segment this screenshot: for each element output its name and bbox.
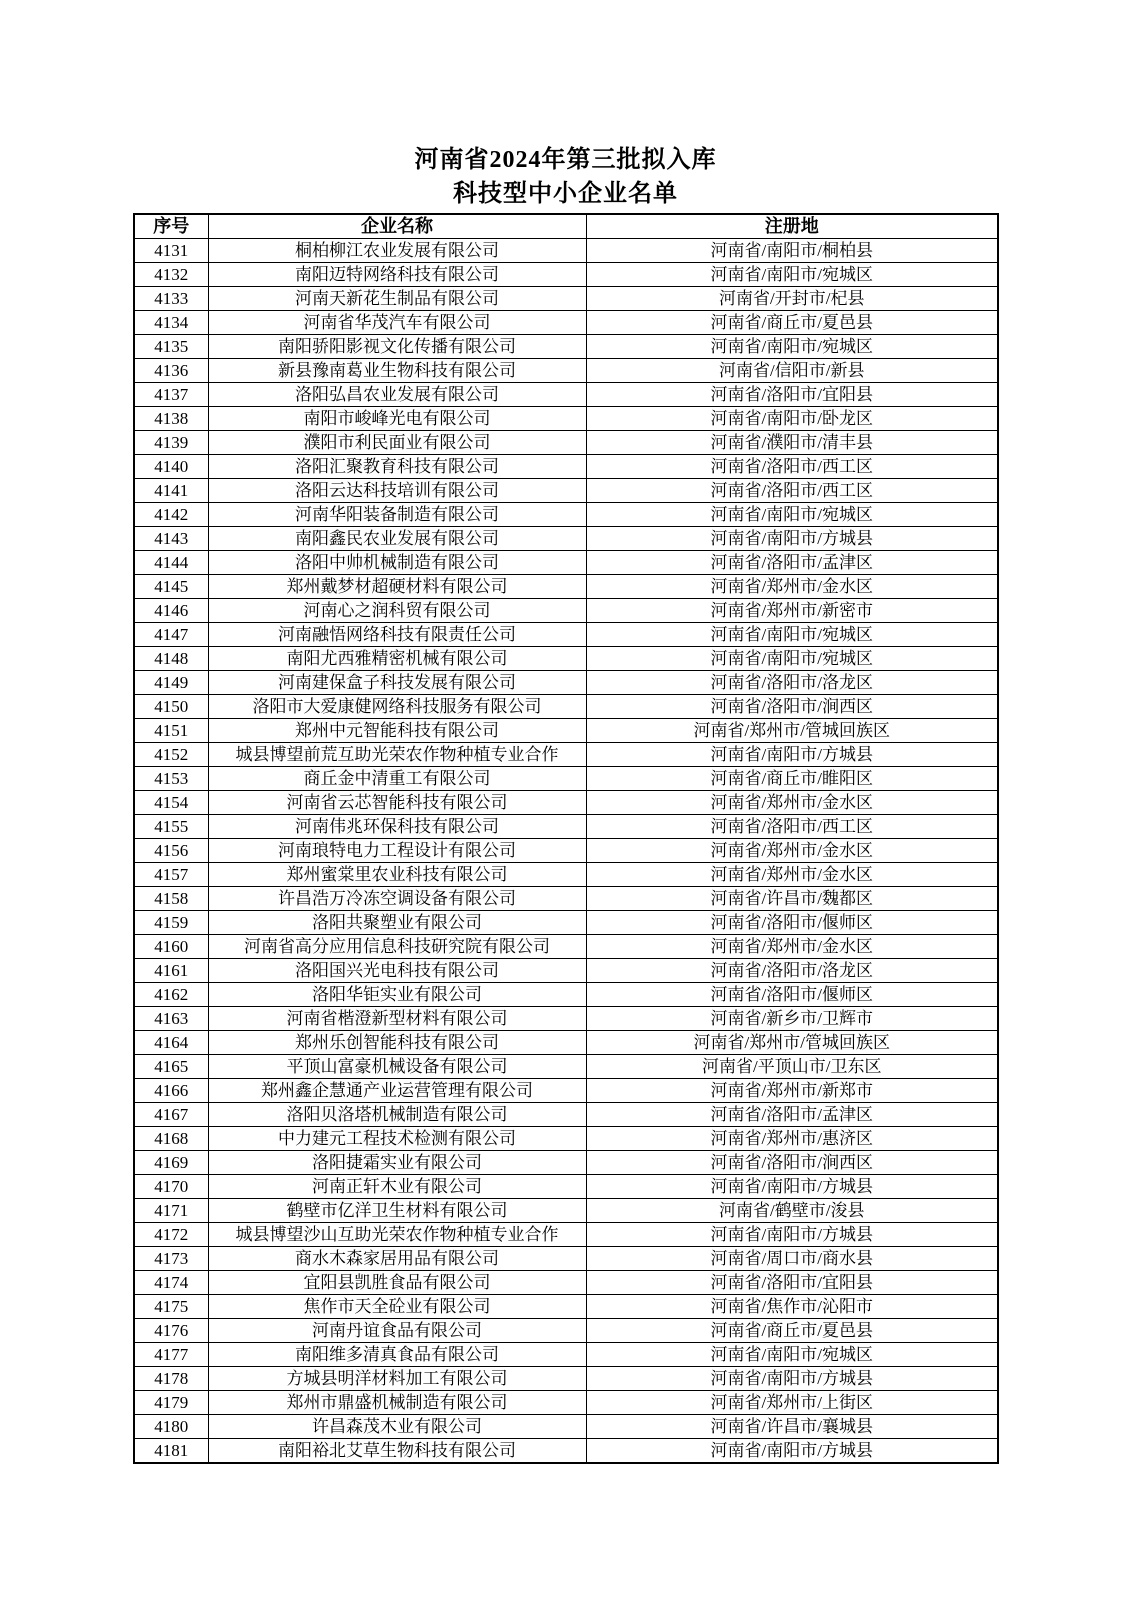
row-region: 河南省/南阳市/方城县 bbox=[586, 1439, 998, 1464]
row-company-name: 洛阳市大爱康健网络科技服务有限公司 bbox=[208, 695, 586, 719]
row-no: 4157 bbox=[134, 863, 208, 887]
row-company-name: 洛阳国兴光电科技有限公司 bbox=[208, 959, 586, 983]
table-row bbox=[134, 1031, 998, 1055]
row-no: 4171 bbox=[134, 1199, 208, 1223]
row-no: 4150 bbox=[134, 695, 208, 719]
row-no: 4138 bbox=[134, 407, 208, 431]
row-no: 4158 bbox=[134, 887, 208, 911]
row-region: 河南省/洛阳市/洛龙区 bbox=[586, 959, 998, 983]
header-region: 注册地 bbox=[586, 214, 998, 239]
row-no: 4137 bbox=[134, 383, 208, 407]
table-row bbox=[134, 311, 998, 335]
table-row bbox=[134, 743, 998, 767]
table-row bbox=[134, 479, 998, 503]
table-row bbox=[134, 839, 998, 863]
row-company-name: 南阳维多清真食品有限公司 bbox=[208, 1343, 586, 1367]
row-no: 4172 bbox=[134, 1223, 208, 1247]
row-company-name: 焦作市天全砼业有限公司 bbox=[208, 1295, 586, 1319]
row-no: 4160 bbox=[134, 935, 208, 959]
row-region: 河南省/商丘市/睢阳区 bbox=[586, 767, 998, 791]
row-company-name: 南阳市峻峰光电有限公司 bbox=[208, 407, 586, 431]
row-region: 河南省/许昌市/魏都区 bbox=[586, 887, 998, 911]
row-no: 4143 bbox=[134, 527, 208, 551]
row-company-name: 洛阳汇聚教育科技有限公司 bbox=[208, 455, 586, 479]
table-row bbox=[134, 1367, 998, 1391]
row-company-name: 南阳鑫民农业发展有限公司 bbox=[208, 527, 586, 551]
row-company-name: 郑州中元智能科技有限公司 bbox=[208, 719, 586, 743]
row-region: 河南省/南阳市/宛城区 bbox=[586, 335, 998, 359]
row-no: 4144 bbox=[134, 551, 208, 575]
row-no: 4142 bbox=[134, 503, 208, 527]
row-company-name: 河南融悟网络科技有限责任公司 bbox=[208, 623, 586, 647]
row-no: 4145 bbox=[134, 575, 208, 599]
row-no: 4141 bbox=[134, 479, 208, 503]
row-no: 4159 bbox=[134, 911, 208, 935]
row-region: 河南省/南阳市/宛城区 bbox=[586, 623, 998, 647]
row-company-name: 鹤壁市亿洋卫生材料有限公司 bbox=[208, 1199, 586, 1223]
row-company-name: 郑州蜜棠里农业科技有限公司 bbox=[208, 863, 586, 887]
row-region: 河南省/濮阳市/清丰县 bbox=[586, 431, 998, 455]
row-company-name: 河南省楷澄新型材料有限公司 bbox=[208, 1007, 586, 1031]
row-company-name: 平顶山富豪机械设备有限公司 bbox=[208, 1055, 586, 1079]
table-row bbox=[134, 431, 998, 455]
table-row bbox=[134, 911, 998, 935]
title-line-2: 科技型中小企业名单 bbox=[453, 181, 678, 207]
row-company-name: 洛阳华钜实业有限公司 bbox=[208, 983, 586, 1007]
row-company-name: 河南建保盒子科技发展有限公司 bbox=[208, 671, 586, 695]
row-region: 河南省/南阳市/桐柏县 bbox=[586, 239, 998, 263]
row-no: 4181 bbox=[134, 1439, 208, 1464]
row-no: 4174 bbox=[134, 1271, 208, 1295]
row-no: 4180 bbox=[134, 1415, 208, 1439]
header-company-name: 企业名称 bbox=[208, 214, 586, 239]
row-region: 河南省/商丘市/夏邑县 bbox=[586, 1319, 998, 1343]
row-company-name: 南阳迈特网络科技有限公司 bbox=[208, 263, 586, 287]
row-company-name: 洛阳中帅机械制造有限公司 bbox=[208, 551, 586, 575]
row-region: 河南省/南阳市/方城县 bbox=[586, 527, 998, 551]
row-no: 4140 bbox=[134, 455, 208, 479]
table-row bbox=[134, 719, 998, 743]
row-region: 河南省/洛阳市/宜阳县 bbox=[586, 383, 998, 407]
row-no: 4168 bbox=[134, 1127, 208, 1151]
row-company-name: 许昌森茂木业有限公司 bbox=[208, 1415, 586, 1439]
row-company-name: 新县豫南葛业生物科技有限公司 bbox=[208, 359, 586, 383]
table-row bbox=[134, 359, 998, 383]
row-company-name: 南阳裕北艾草生物科技有限公司 bbox=[208, 1439, 586, 1464]
row-region: 河南省/郑州市/金水区 bbox=[586, 839, 998, 863]
row-company-name: 濮阳市利民面业有限公司 bbox=[208, 431, 586, 455]
row-region: 河南省/郑州市/新郑市 bbox=[586, 1079, 998, 1103]
document-title bbox=[0, 143, 1131, 211]
company-table bbox=[133, 213, 999, 1464]
row-company-name: 洛阳捷霜实业有限公司 bbox=[208, 1151, 586, 1175]
row-region: 河南省/洛阳市/洛龙区 bbox=[586, 671, 998, 695]
row-region: 河南省/洛阳市/孟津区 bbox=[586, 551, 998, 575]
table-row bbox=[134, 1151, 998, 1175]
row-company-name: 河南省华茂汽车有限公司 bbox=[208, 311, 586, 335]
row-region: 河南省/洛阳市/宜阳县 bbox=[586, 1271, 998, 1295]
table-row bbox=[134, 887, 998, 911]
table-row bbox=[134, 1055, 998, 1079]
row-no: 4148 bbox=[134, 647, 208, 671]
table-row bbox=[134, 503, 998, 527]
row-no: 4170 bbox=[134, 1175, 208, 1199]
table-row bbox=[134, 1295, 998, 1319]
row-company-name: 宜阳县凯胜食品有限公司 bbox=[208, 1271, 586, 1295]
table-row bbox=[134, 647, 998, 671]
row-no: 4179 bbox=[134, 1391, 208, 1415]
row-region: 河南省/开封市/杞县 bbox=[586, 287, 998, 311]
row-company-name: 郑州戴梦材超硬材料有限公司 bbox=[208, 575, 586, 599]
row-company-name: 河南心之润科贸有限公司 bbox=[208, 599, 586, 623]
row-region: 河南省/南阳市/宛城区 bbox=[586, 503, 998, 527]
table-row bbox=[134, 1247, 998, 1271]
table-row bbox=[134, 983, 998, 1007]
row-region: 河南省/平顶山市/卫东区 bbox=[586, 1055, 998, 1079]
row-region: 河南省/洛阳市/偃师区 bbox=[586, 983, 998, 1007]
row-region: 河南省/周口市/商水县 bbox=[586, 1247, 998, 1271]
row-company-name: 桐柏柳江农业发展有限公司 bbox=[208, 239, 586, 263]
row-region: 河南省/郑州市/惠济区 bbox=[586, 1127, 998, 1151]
row-region: 河南省/信阳市/新县 bbox=[586, 359, 998, 383]
row-region: 河南省/郑州市/金水区 bbox=[586, 935, 998, 959]
table-row bbox=[134, 527, 998, 551]
row-region: 河南省/郑州市/上街区 bbox=[586, 1391, 998, 1415]
row-region: 河南省/鹤壁市/浚县 bbox=[586, 1199, 998, 1223]
table-row bbox=[134, 287, 998, 311]
row-company-name: 河南丹谊食品有限公司 bbox=[208, 1319, 586, 1343]
row-company-name: 城县博望前荒互助光荣农作物种植专业合作 bbox=[208, 743, 586, 767]
table-row bbox=[134, 935, 998, 959]
row-no: 4131 bbox=[134, 239, 208, 263]
row-region: 河南省/南阳市/卧龙区 bbox=[586, 407, 998, 431]
row-company-name: 商水木森家居用品有限公司 bbox=[208, 1247, 586, 1271]
table-row bbox=[134, 1127, 998, 1151]
row-company-name: 河南伟兆环保科技有限公司 bbox=[208, 815, 586, 839]
table-row bbox=[134, 1415, 998, 1439]
row-company-name: 方城县明洋材料加工有限公司 bbox=[208, 1367, 586, 1391]
row-no: 4156 bbox=[134, 839, 208, 863]
table-row bbox=[134, 239, 998, 263]
table-row bbox=[134, 575, 998, 599]
row-region: 河南省/洛阳市/西工区 bbox=[586, 455, 998, 479]
row-no: 4133 bbox=[134, 287, 208, 311]
table-row bbox=[134, 1103, 998, 1127]
title-line-1: 河南省2024年第三批拟入库 bbox=[414, 147, 717, 173]
table-row bbox=[134, 623, 998, 647]
row-no: 4165 bbox=[134, 1055, 208, 1079]
row-company-name: 河南天新花生制品有限公司 bbox=[208, 287, 586, 311]
row-company-name: 洛阳弘昌农业发展有限公司 bbox=[208, 383, 586, 407]
row-region: 河南省/郑州市/金水区 bbox=[586, 863, 998, 887]
row-company-name: 郑州鑫企慧通产业运营管理有限公司 bbox=[208, 1079, 586, 1103]
table-row bbox=[134, 1079, 998, 1103]
row-no: 4134 bbox=[134, 311, 208, 335]
row-company-name: 河南琅特电力工程设计有限公司 bbox=[208, 839, 586, 863]
row-region: 河南省/洛阳市/西工区 bbox=[586, 815, 998, 839]
row-no: 4155 bbox=[134, 815, 208, 839]
row-region: 河南省/南阳市/方城县 bbox=[586, 1223, 998, 1247]
row-region: 河南省/南阳市/方城县 bbox=[586, 743, 998, 767]
table-row bbox=[134, 1223, 998, 1247]
company-table-body bbox=[134, 239, 998, 1464]
row-no: 4164 bbox=[134, 1031, 208, 1055]
table-row bbox=[134, 1199, 998, 1223]
row-no: 4173 bbox=[134, 1247, 208, 1271]
row-region: 河南省/洛阳市/孟津区 bbox=[586, 1103, 998, 1127]
table-row bbox=[134, 1271, 998, 1295]
table-row bbox=[134, 695, 998, 719]
row-region: 河南省/郑州市/新密市 bbox=[586, 599, 998, 623]
row-region: 河南省/焦作市/沁阳市 bbox=[586, 1295, 998, 1319]
row-region: 河南省/郑州市/管城回族区 bbox=[586, 719, 998, 743]
table-row bbox=[134, 767, 998, 791]
row-no: 4151 bbox=[134, 719, 208, 743]
table-row bbox=[134, 263, 998, 287]
row-region: 河南省/新乡市/卫辉市 bbox=[586, 1007, 998, 1031]
header-row bbox=[134, 214, 998, 239]
table-row bbox=[134, 455, 998, 479]
row-no: 4149 bbox=[134, 671, 208, 695]
row-region: 河南省/洛阳市/涧西区 bbox=[586, 695, 998, 719]
row-region: 河南省/南阳市/方城县 bbox=[586, 1175, 998, 1199]
row-region: 河南省/洛阳市/偃师区 bbox=[586, 911, 998, 935]
row-no: 4152 bbox=[134, 743, 208, 767]
row-company-name: 洛阳贝洛塔机械制造有限公司 bbox=[208, 1103, 586, 1127]
table-row bbox=[134, 599, 998, 623]
table-row bbox=[134, 959, 998, 983]
row-no: 4147 bbox=[134, 623, 208, 647]
row-company-name: 商丘金中清重工有限公司 bbox=[208, 767, 586, 791]
row-region: 河南省/郑州市/管城回族区 bbox=[586, 1031, 998, 1055]
row-no: 4177 bbox=[134, 1343, 208, 1367]
row-no: 4136 bbox=[134, 359, 208, 383]
row-no: 4146 bbox=[134, 599, 208, 623]
table-row bbox=[134, 1439, 998, 1464]
row-no: 4154 bbox=[134, 791, 208, 815]
table-row bbox=[134, 407, 998, 431]
row-region: 河南省/许昌市/襄城县 bbox=[586, 1415, 998, 1439]
row-region: 河南省/南阳市/宛城区 bbox=[586, 1343, 998, 1367]
row-company-name: 郑州市鼎盛机械制造有限公司 bbox=[208, 1391, 586, 1415]
table-row bbox=[134, 863, 998, 887]
row-no: 4163 bbox=[134, 1007, 208, 1031]
row-no: 4139 bbox=[134, 431, 208, 455]
row-company-name: 洛阳共聚塑业有限公司 bbox=[208, 911, 586, 935]
row-no: 4135 bbox=[134, 335, 208, 359]
row-company-name: 南阳尤西雅精密机械有限公司 bbox=[208, 647, 586, 671]
row-region: 河南省/南阳市/宛城区 bbox=[586, 263, 998, 287]
row-company-name: 许昌浩万冷冻空调设备有限公司 bbox=[208, 887, 586, 911]
row-region: 河南省/洛阳市/西工区 bbox=[586, 479, 998, 503]
row-region: 河南省/南阳市/宛城区 bbox=[586, 647, 998, 671]
row-company-name: 洛阳云达科技培训有限公司 bbox=[208, 479, 586, 503]
row-region: 河南省/郑州市/金水区 bbox=[586, 575, 998, 599]
table-row bbox=[134, 551, 998, 575]
row-no: 4161 bbox=[134, 959, 208, 983]
header-no: 序号 bbox=[134, 214, 208, 239]
row-region: 河南省/商丘市/夏邑县 bbox=[586, 311, 998, 335]
row-no: 4132 bbox=[134, 263, 208, 287]
row-region: 河南省/洛阳市/涧西区 bbox=[586, 1151, 998, 1175]
table-row bbox=[134, 383, 998, 407]
table-row bbox=[134, 1175, 998, 1199]
table-row bbox=[134, 815, 998, 839]
row-region: 河南省/郑州市/金水区 bbox=[586, 791, 998, 815]
table-row bbox=[134, 1391, 998, 1415]
row-no: 4167 bbox=[134, 1103, 208, 1127]
table-row bbox=[134, 335, 998, 359]
company-table-header bbox=[134, 214, 998, 239]
table-row bbox=[134, 671, 998, 695]
row-no: 4162 bbox=[134, 983, 208, 1007]
table-row bbox=[134, 1343, 998, 1367]
row-no: 4176 bbox=[134, 1319, 208, 1343]
row-company-name: 河南华阳装备制造有限公司 bbox=[208, 503, 586, 527]
row-company-name: 中力建元工程技术检测有限公司 bbox=[208, 1127, 586, 1151]
row-company-name: 河南省高分应用信息科技研究院有限公司 bbox=[208, 935, 586, 959]
row-region: 河南省/南阳市/方城县 bbox=[586, 1367, 998, 1391]
table-row bbox=[134, 1007, 998, 1031]
row-no: 4169 bbox=[134, 1151, 208, 1175]
table-row bbox=[134, 791, 998, 815]
row-company-name: 河南正轩木业有限公司 bbox=[208, 1175, 586, 1199]
row-company-name: 南阳骄阳影视文化传播有限公司 bbox=[208, 335, 586, 359]
row-no: 4166 bbox=[134, 1079, 208, 1103]
table-row bbox=[134, 1319, 998, 1343]
row-no: 4153 bbox=[134, 767, 208, 791]
row-company-name: 河南省云芯智能科技有限公司 bbox=[208, 791, 586, 815]
row-no: 4175 bbox=[134, 1295, 208, 1319]
row-company-name: 郑州乐创智能科技有限公司 bbox=[208, 1031, 586, 1055]
row-company-name: 城县博望沙山互助光荣农作物种植专业合作 bbox=[208, 1223, 586, 1247]
row-no: 4178 bbox=[134, 1367, 208, 1391]
